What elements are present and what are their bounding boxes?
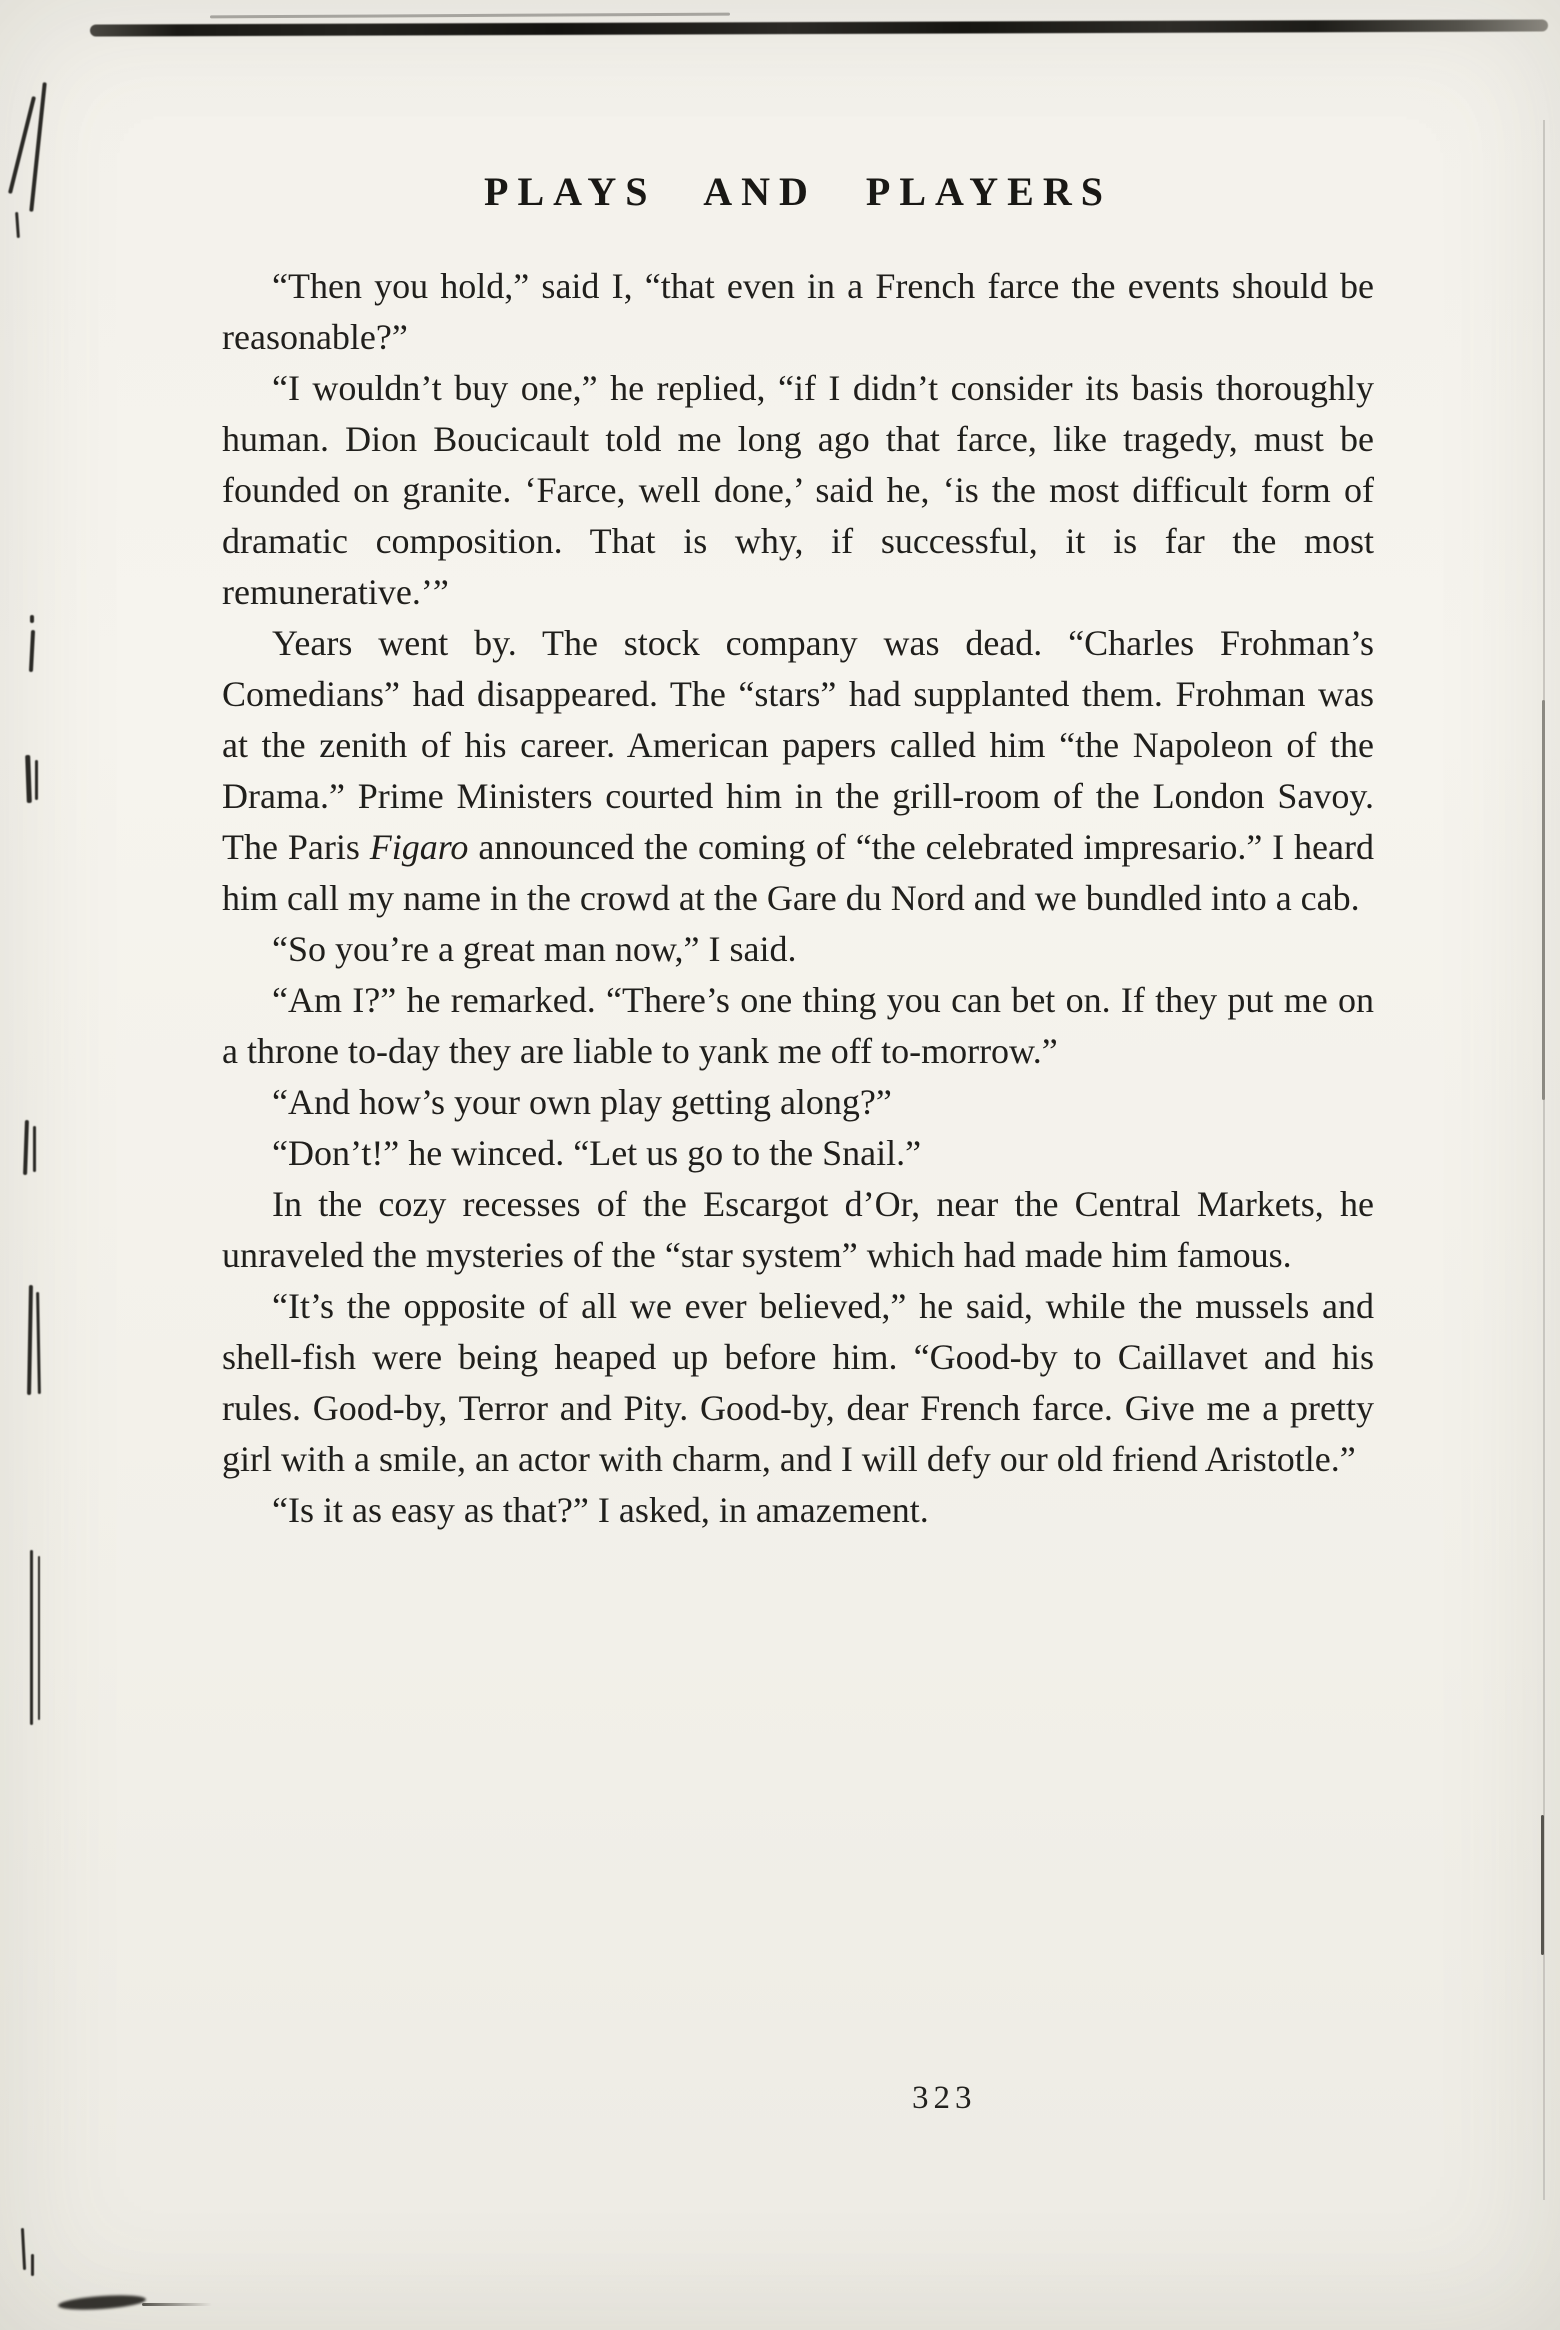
paragraph-10: “Is it as easy as that?” I asked, in amazement. <box>272 1490 929 1530</box>
ink-mark <box>30 1550 33 1725</box>
paragraph-1: “Then you hold,” said I, “that even in a French farce the events should be reasonable?” <box>222 266 1374 357</box>
ink-mark <box>33 1126 36 1172</box>
scanner-edge-streak-faint <box>210 13 730 19</box>
paragraph-6: “And how’s your own play getting along?” <box>272 1082 892 1122</box>
scanner-edge-streak <box>90 19 1548 36</box>
paragraph-8: In the cozy recesses of the Escargot d’Or, near the Central Markets, he unraveled the mysteries of the “star system” which had made him famous. <box>222 1184 1374 1275</box>
page-edge-shadow-upper <box>1542 700 1545 1100</box>
page-title: PLAYS AND PLAYERS <box>484 169 1112 214</box>
ink-smudge <box>58 2293 147 2312</box>
paragraph-9: “It’s the opposite of all we ever believed,” he said, while the mussels and shell-fish were being heaped up before him. “Good-by to Caillavet and his rules. Good-by, Terror and Pity. Good-by, dear French farce. Give me a pretty girl with a smile, an actor with charm, and I will defy our old friend Aristotle.” <box>222 1286 1374 1479</box>
ink-mark <box>35 760 38 800</box>
ink-mark <box>31 2254 34 2276</box>
ink-mark <box>23 1120 29 1175</box>
paragraph-3 <box>222 618 1374 924</box>
text-block <box>222 168 1374 1536</box>
ink-mark <box>15 212 20 238</box>
paragraph-3-text-start: Years went by. The stock company was dead. “Charles Frohman’s Comedians” had disappeared. The “stars” had supplanted them. Frohman was at the zenith of his career. American papers called him “the Napoleon of the Drama.” Prime Ministers courted him in the grill-room of the London Savoy. The Paris <box>222 623 1374 867</box>
paragraph-3-text-end: announced the coming of “the celebrated impresario.” I heard him call my name in the crowd at the Gare du Nord and we bundled into a cab. <box>222 827 1375 918</box>
page-edge-shadow-lower <box>1541 1815 1544 1955</box>
page-number: 323 <box>912 2080 977 2116</box>
ink-mark <box>25 755 32 803</box>
ink-mark <box>29 630 35 672</box>
ink-mark <box>27 1285 33 1395</box>
ink-smudge-tail <box>142 2303 212 2306</box>
paragraph-5: “Am I?” he remarked. “There’s one thing you can bet on. If they put me on a throne to-day they are liable to yank me off to-morrow.” <box>222 980 1374 1071</box>
figaro-italic-word: Figaro <box>369 827 469 867</box>
ink-mark <box>21 2228 26 2270</box>
ink-mark <box>38 1556 40 1720</box>
ink-mark <box>30 615 34 623</box>
paragraph-7: “Don’t!” he winced. “Let us go to the Snail.” <box>272 1133 922 1173</box>
paragraph-4: “So you’re a great man now,” I said. <box>272 929 797 969</box>
ink-mark <box>36 1292 41 1394</box>
paragraph-2: “I wouldn’t buy one,” he replied, “if I didn’t consider its basis thoroughly human. Dion Boucicault told me long ago that farce, like tragedy, must be founded on granite. ‘Farce, well done,’ said he, ‘is the most difficult form of dramatic composition. That is why, if successful, it is far the most remunerative.’” <box>222 368 1374 612</box>
